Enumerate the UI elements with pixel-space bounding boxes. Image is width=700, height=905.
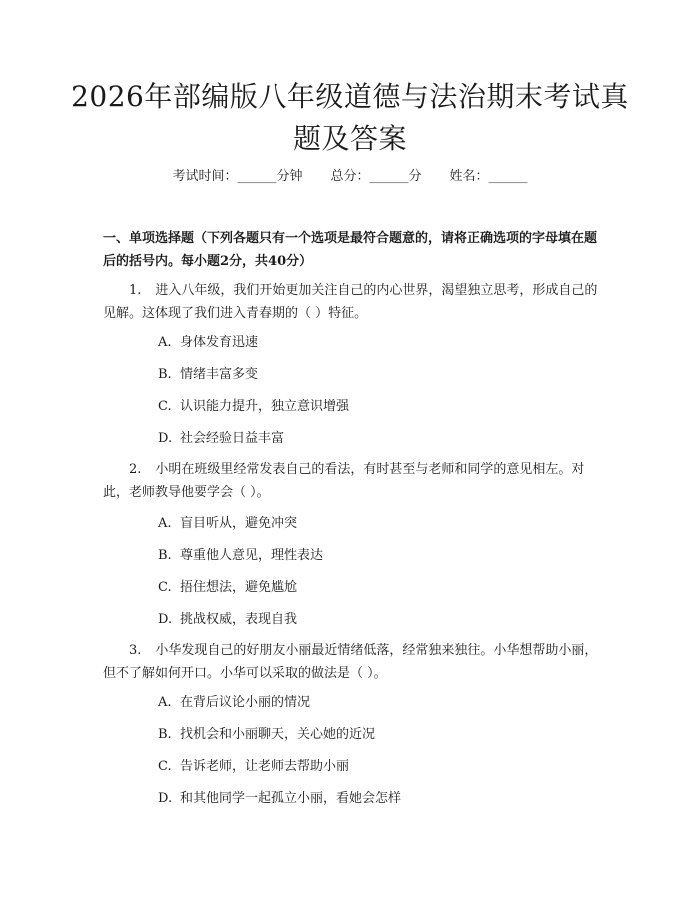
student-name-field: 姓名：______: [449, 169, 528, 184]
total-score-field: 总分：______分: [330, 169, 422, 184]
option-text: 盲目听从，避免冲突: [180, 516, 298, 531]
option-letter: A.: [158, 516, 172, 531]
option-text: 身体发育迅速: [180, 335, 259, 350]
option-letter: C.: [158, 759, 172, 774]
option-text: 告诉老师，让老师去帮助小丽: [180, 759, 350, 774]
option-text: 找机会和小丽聊天，关心她的近况: [180, 727, 376, 742]
section-header: 一、单项选择题（下列各题只有一个选项是最符合题意的，请将正确选项的字母填在题后的括号内。每小题2分，共40分）: [103, 231, 598, 269]
option-letter: A.: [158, 695, 172, 710]
option-text: 挑战权威，表现自我: [180, 612, 298, 627]
exam-info-line: [0, 166, 700, 188]
option-text: 情绪丰富多变: [180, 367, 259, 382]
exam-time-field: 考试时间：______分钟: [172, 169, 303, 184]
option-letter: D.: [158, 431, 173, 446]
answer-option: [158, 396, 349, 418]
option-letter: B.: [158, 548, 172, 563]
answer-option: [158, 513, 297, 535]
answer-option: [158, 545, 323, 567]
question-stem: [103, 279, 601, 325]
answer-option: [158, 609, 297, 631]
option-letter: B.: [158, 367, 172, 382]
question-text: 小明在班级里经常发表自己的看法，有时甚至与老师和同学的意见相左。对此，老师教导他要学会（ ）。: [103, 462, 585, 500]
option-text: 捂住想法，避免尴尬: [180, 580, 298, 595]
option-text: 尊重他人意见，理性表达: [180, 548, 324, 563]
answer-option: [158, 577, 297, 599]
option-letter: D.: [158, 791, 173, 806]
option-letter: D.: [158, 612, 173, 627]
answer-option: [158, 788, 401, 810]
option-letter: B.: [158, 727, 172, 742]
answer-option: [158, 428, 284, 450]
option-text: 在背后议论小丽的情况: [180, 695, 311, 710]
option-text: 和其他同学一起孤立小丽，看她会怎样: [180, 791, 402, 806]
question-text: 进入八年级，我们开始更加关注自己的内心世界，渴望独立思考，形成自己的见解。这体现了我们进入青春期的（ ）特征。: [103, 283, 598, 321]
answer-option: [158, 692, 310, 714]
answer-option: [158, 332, 258, 354]
question-stem: [103, 458, 601, 504]
question-stem: [103, 639, 601, 685]
answer-option: [158, 724, 375, 746]
question-number: 2.: [129, 462, 142, 477]
question-text: 小华发现自己的好朋友小丽最近情绪低落，经常独来独往。小华想帮助小丽，但不了解如何开口。小华可以采取的做法是（ ）。: [103, 643, 598, 681]
option-text: 认识能力提升，独立意识增强: [180, 399, 350, 414]
answer-option: [158, 756, 349, 778]
question-number: 1.: [129, 283, 142, 298]
answer-option: [158, 364, 258, 386]
document-title: 2026年部编版八年级道德与法治期末考试真题及答案: [71, 80, 629, 155]
option-letter: C.: [158, 580, 172, 595]
option-text: 社会经验日益丰富: [180, 431, 285, 446]
option-letter: C.: [158, 399, 172, 414]
question-number: 3.: [129, 643, 142, 658]
option-letter: A.: [158, 335, 172, 350]
